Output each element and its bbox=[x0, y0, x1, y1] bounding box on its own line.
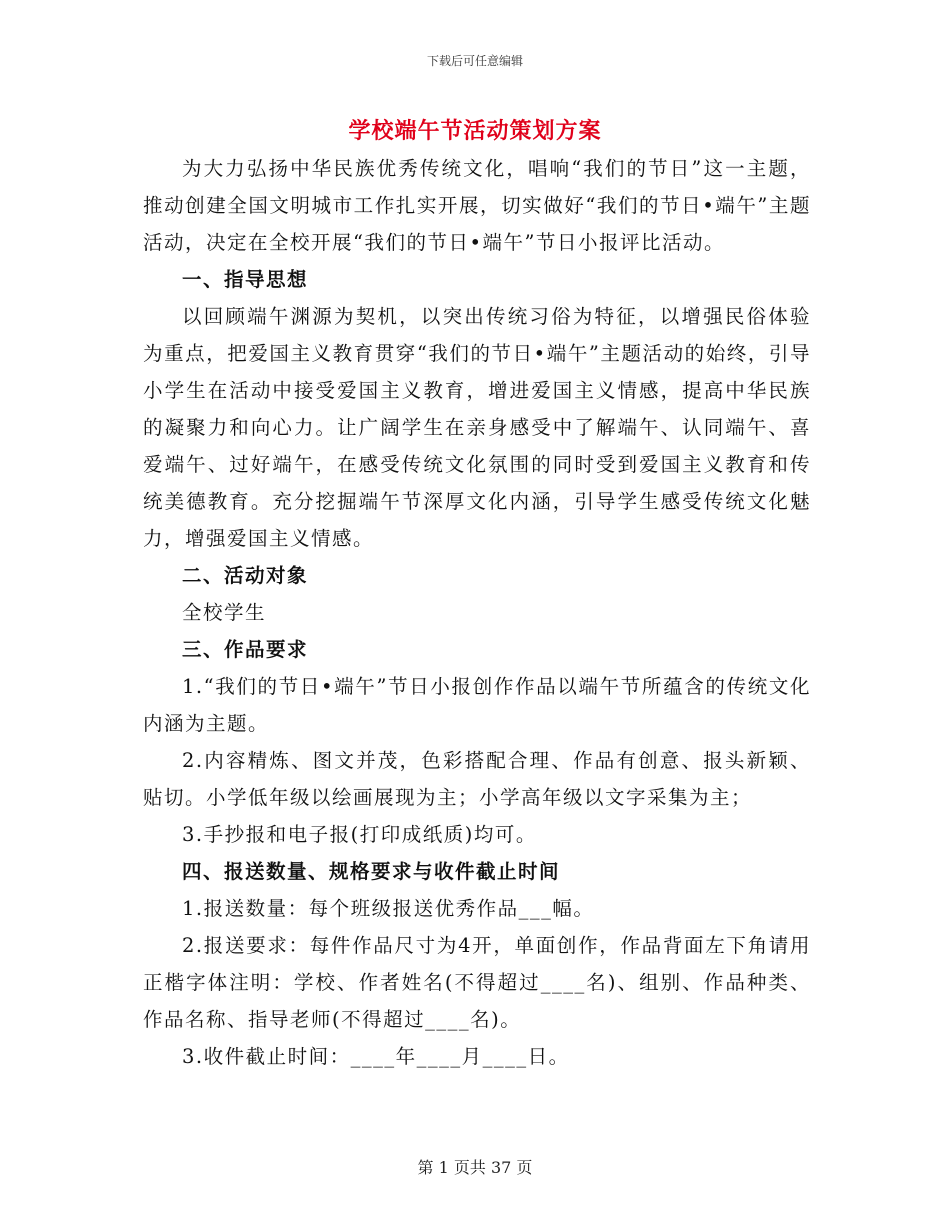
submission-item-1: 1.报送数量：每个班级报送优秀作品___幅。 bbox=[182, 897, 595, 920]
section-heading-guiding-ideology: 一、指导思想 bbox=[182, 268, 309, 291]
work-requirement-item-3: 3.手抄报和电子报(打印成纸质)均可。 bbox=[182, 823, 537, 846]
section-heading-participants: 二、活动对象 bbox=[182, 564, 309, 587]
submission-item-3: 3.收件截止时间：____年____月____日。 bbox=[182, 1045, 570, 1068]
intro-paragraph: 为大力弘扬中华民族优秀传统文化，唱响“我们的节日”这一主题，推动创建全国文明城市工作扎实开展，切实做好“我们的节日•端午”主题活动，决定在全校开展“我们的节日•端午”节日小报评比活动。 bbox=[143, 157, 811, 254]
participants-paragraph: 全校学生 bbox=[182, 601, 267, 624]
work-requirement-item-2: 2.内容精炼、图文并茂，色彩搭配合理、作品有创意、报头新颖、贴切。小学低年级以绘画展现为主；小学高年级以文字采集为主； bbox=[143, 749, 811, 809]
document-body bbox=[143, 150, 811, 1075]
document-title: 学校端午节活动策划方案 bbox=[348, 118, 602, 144]
guiding-ideology-paragraph: 以回顾端午渊源为契机，以突出传统习俗为特征，以增强民俗体验为重点，把爱国主义教育贯穿“我们的节日•端午”主题活动的始终，引导小学生在活动中接受爱国主义教育，增进爱国主义情感，提高中华民族的凝聚力和向心力。让广阔学生在亲身感受中了解端午、认同端午、喜爱端午、过好端午，在感受传统文化氛围的同时受到爱国主义教育和传统美德教育。充分挖掘端午节深厚文化内涵，引导学生感受传统文化魅力，增强爱国主义情感。 bbox=[143, 305, 811, 550]
page-header-note: 下载后可任意编辑 bbox=[426, 54, 523, 68]
page-number-footer: 第 1 页共 37 页 bbox=[417, 1158, 533, 1177]
submission-item-2: 2.报送要求：每件作品尺寸为4开，单面创作，作品背面左下角请用正楷字体注明：学校、作者姓名(不得超过____名)、组别、作品种类、作品名称、指导老师(不得超过____名)。 bbox=[143, 934, 811, 1031]
section-heading-submission: 四、报送数量、规格要求与收件截止时间 bbox=[182, 860, 561, 883]
section-heading-work-requirements: 三、作品要求 bbox=[182, 638, 309, 661]
work-requirement-item-1: 1.“我们的节日•端午”节日小报创作作品以端午节所蕴含的传统文化内涵为主题。 bbox=[143, 675, 811, 735]
